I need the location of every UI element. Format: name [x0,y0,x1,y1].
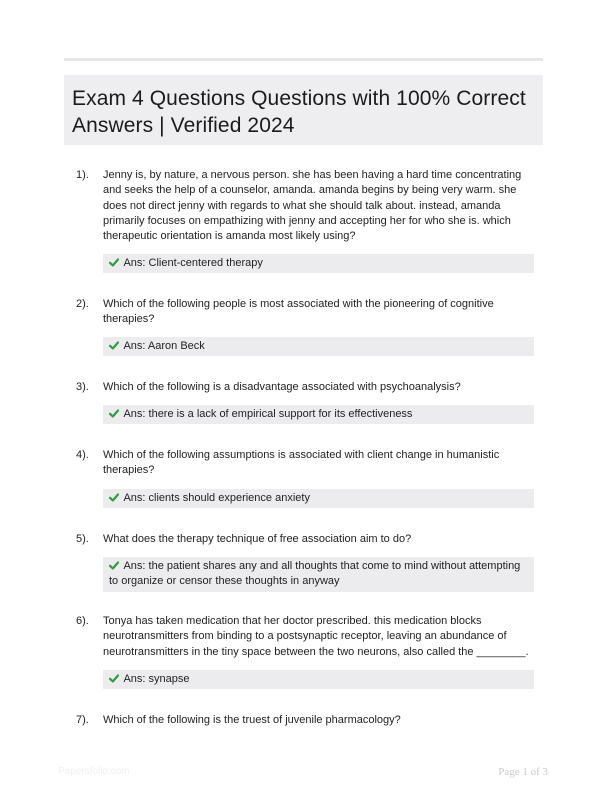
question-number: 2). [76,298,89,310]
question-text: Jenny is, by nature, a nervous person. she has been having a hard time concentrating and seeks the help of a counselor, amanda. amanda begins by being very warm. she does not direct jenny with regards to what she should talk about. instead, amanda primarily focuses on empathizing with jenny and accepting her for who she is. which therapeutic orientation is amanda most likely using? [103,169,522,243]
answer-text: Ans: clients should experience anxiety [123,492,310,504]
top-divider [64,58,543,61]
question-text: Which of the following is a disadvantage associated with psychoanalysis? [103,381,461,393]
answer-box [103,337,534,356]
document-title-box [64,75,543,145]
answer-text: Ans: the patient shares any and all thoughts that come to mind without attempting to organize or censor these thoughts in anyway [109,560,521,588]
question-number: 1). [76,169,89,181]
answer-box [103,670,534,689]
question-text: What does the therapy technique of free association aim to do? [103,533,412,545]
checkmark-icon [109,559,121,574]
question-text: Tonya has taken medication that her doctor prescribed. this medication blocks neurotransmitters from binding to a postsynaptic receptor, leaving an abundance of neurotransmitters in the tiny space between the two neurons, also called the ________. [103,615,529,658]
question-number: 6). [76,615,89,627]
question-number: 4). [76,449,89,461]
page-number: Page 1 of 3 [498,766,548,778]
document-title: Exam 4 Questions Questions with 100% Correct Answers | Verified 2024 [72,87,526,137]
checkmark-icon [109,407,121,422]
question-number: 7). [76,714,89,726]
footer-watermark: Papersfolio.com [58,766,130,777]
checkmark-icon [109,339,121,354]
answer-text: Ans: Client-centered therapy [123,257,263,269]
question-text: Which of the following is the truest of juvenile pharmacology? [103,714,401,726]
checkmark-icon [109,672,121,687]
answer-text: Ans: Aaron Beck [123,340,205,352]
answer-box [103,557,534,592]
checkmark-icon [109,491,121,506]
question-text: Which of the following people is most associated with the pioneering of cognitive therapies? [103,298,494,326]
answer-box [103,489,534,508]
answer-box [103,405,534,424]
question-number: 3). [76,381,89,393]
checkmark-icon [109,256,121,271]
answer-box [103,254,534,273]
answer-text: Ans: synapse [123,673,190,685]
question-number: 5). [76,533,89,545]
answer-text: Ans: there is a lack of empirical support for its effectiveness [123,408,413,420]
question-text: Which of the following assumptions is associated with client change in humanistic therapies? [103,449,500,477]
